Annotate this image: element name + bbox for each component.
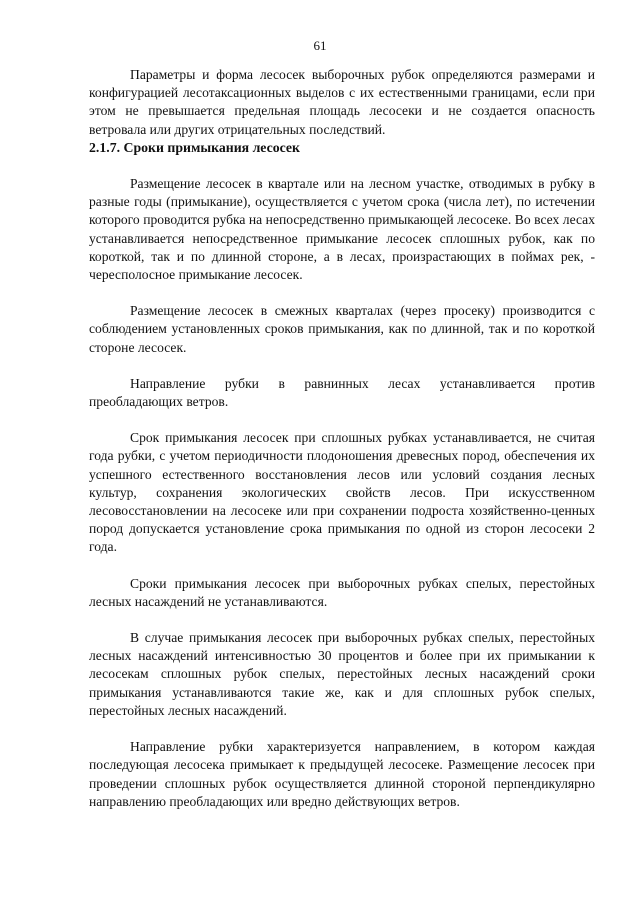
- paragraph-adjacent-blocks: Размещение лесосек в смежных кварталах (через просеку) производится с соблюдением установленных сроков примыкания, как по длинной, так и по короткой стороне лесосек.: [89, 303, 595, 355]
- paragraph-cutting-direction: Направление рубки характеризуется направлением, в котором каждая последующая лесосека примыкает к предыдущей лесосеке. Размещение лесосек при проведении сплошных рубок осуществляется длинной стороной перпендикулярно направлению преобладающих или вредно действующих ветров.: [89, 739, 595, 809]
- paragraph-adjacency-term: Срок примыкания лесосек при сплошных рубках устанавливается, не считая года рубки, с учетом периодичности плодоношения древесных пород, обеспечения их успешного естественного восстановления лесов или условий создания лесных культур, сохранения экологических свойств лесов. При искусственном лесовосстановлении на лесосеке или при сохранении подроста хозяйственно-ценных пород допускается установление срока примыкания по одной из сторон лесосеки 2 года.: [89, 430, 595, 555]
- paragraph-cutting-direction-plain: Направление рубки в равнинных лесах устанавливается против преобладающих ветров.: [89, 375, 595, 410]
- paragraph-selective-cuttings: Сроки примыкания лесосек при выборочных рубках спелых, перестойных лесных насаждений не устанавливаются.: [89, 575, 595, 609]
- paragraph-placement: Размещение лесосек в квартале или на лесном участке, отводимых в рубку в разные годы (примыкание), осуществляется с учетом срока (числа лет), по истечении которого проводится рубка на непосредственно примыкающей лесосеке. Во всех лесах устанавливается непосредственное примыкание лесосек сплошных рубок, как по короткой, так и по длинной стороне, а в лесах, произрастающих в поймах рек, - чересполосное примыкание лесосек.: [89, 176, 595, 283]
- page-number: 61: [313, 38, 327, 53]
- page-content: [89, 66, 595, 811]
- paragraph-intensity-case: В случае примыкания лесосек при выборочных рубках спелых, перестойных лесных насаждений интенсивностью 30 процентов и более при их примыкании к лесосекам сплошных рубок спелых, перестойных лесных насаждений сроки примыкания устанавливаются такие же, как и для сплошных рубок спелых, перестойных лесных насаждений.: [89, 630, 595, 718]
- intro-paragraph: Параметры и форма лесосек выборочных рубок определяются размерами и конфигурацией лесотаксационных выделов с их естественными границами, если при этом не превышается предельная площадь лесосеки и не создается опасность ветровала или других отрицательных последствий.: [89, 67, 595, 137]
- section-heading: 2.1.7. Сроки примыкания лесосек: [89, 139, 300, 155]
